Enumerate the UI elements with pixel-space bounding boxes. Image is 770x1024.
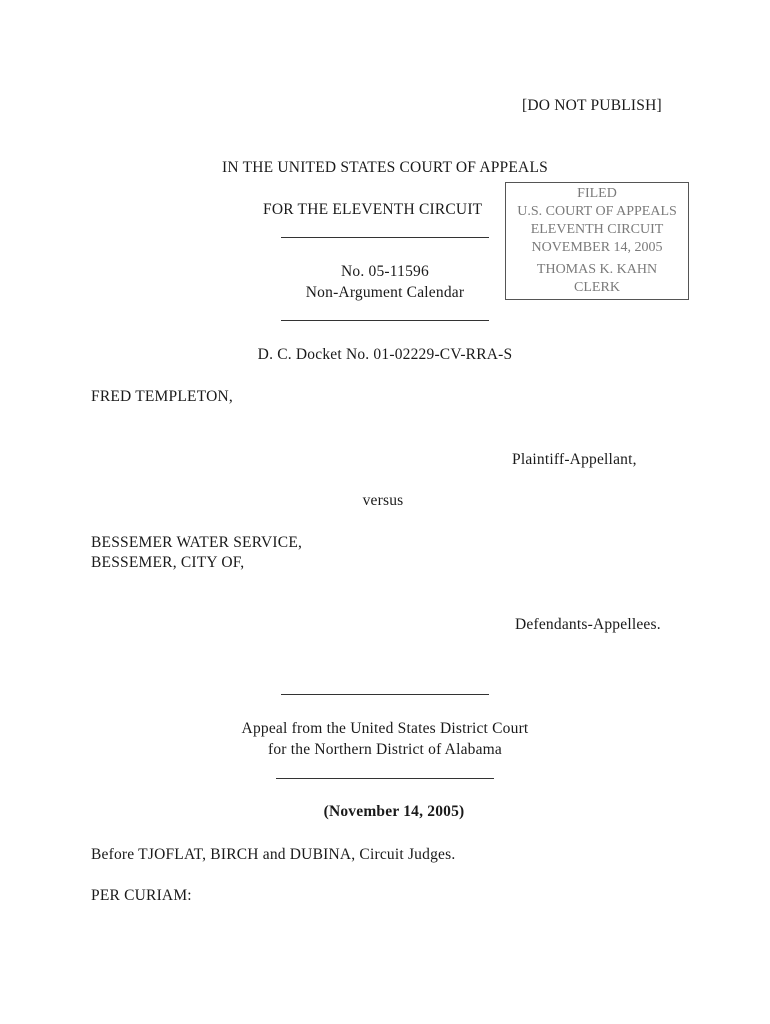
separator-rule [281,694,489,695]
docket-number: D. C. Docket No. 01-02229-CV-RRA-S [257,346,513,363]
stamp-line: CLERK [574,280,620,295]
stamp-line: NOVEMBER 14, 2005 [531,240,663,255]
appeal-origin: Appeal from the United States District Court [241,720,529,737]
calendar-type: Non-Argument Calendar [305,284,465,301]
filed-stamp [505,182,689,300]
defendant-name: BESSEMER, CITY OF, [91,554,245,571]
defendant-role: Defendants-Appellees. [515,616,661,633]
separator-rule [281,237,489,238]
stamp-line: U.S. COURT OF APPEALS [517,204,677,219]
separator-rule [281,320,489,321]
versus-label: versus [362,492,404,509]
separator-rule [276,778,494,779]
case-number: No. 05-11596 [341,263,429,280]
appeal-district: for the Northern District of Alabama [267,741,503,758]
defendant-name: BESSEMER WATER SERVICE, [91,534,303,551]
per-curiam-heading: PER CURIAM: [91,887,192,904]
stamp-line: FILED [577,186,617,201]
stamp-line: ELEVENTH CIRCUIT [530,222,664,237]
panel-judges: Before TJOFLAT, BIRCH and DUBINA, Circuit Judges. [91,846,456,863]
court-name: IN THE UNITED STATES COURT OF APPEALS [222,159,548,176]
decision-date: (November 14, 2005) [323,803,465,820]
plaintiff-name: FRED TEMPLETON, [91,388,233,405]
circuit-name: FOR THE ELEVENTH CIRCUIT [263,201,483,218]
stamp-line: THOMAS K. KAHN [536,262,658,277]
publish-flag: [DO NOT PUBLISH] [522,97,662,114]
plaintiff-role: Plaintiff-Appellant, [512,451,637,468]
